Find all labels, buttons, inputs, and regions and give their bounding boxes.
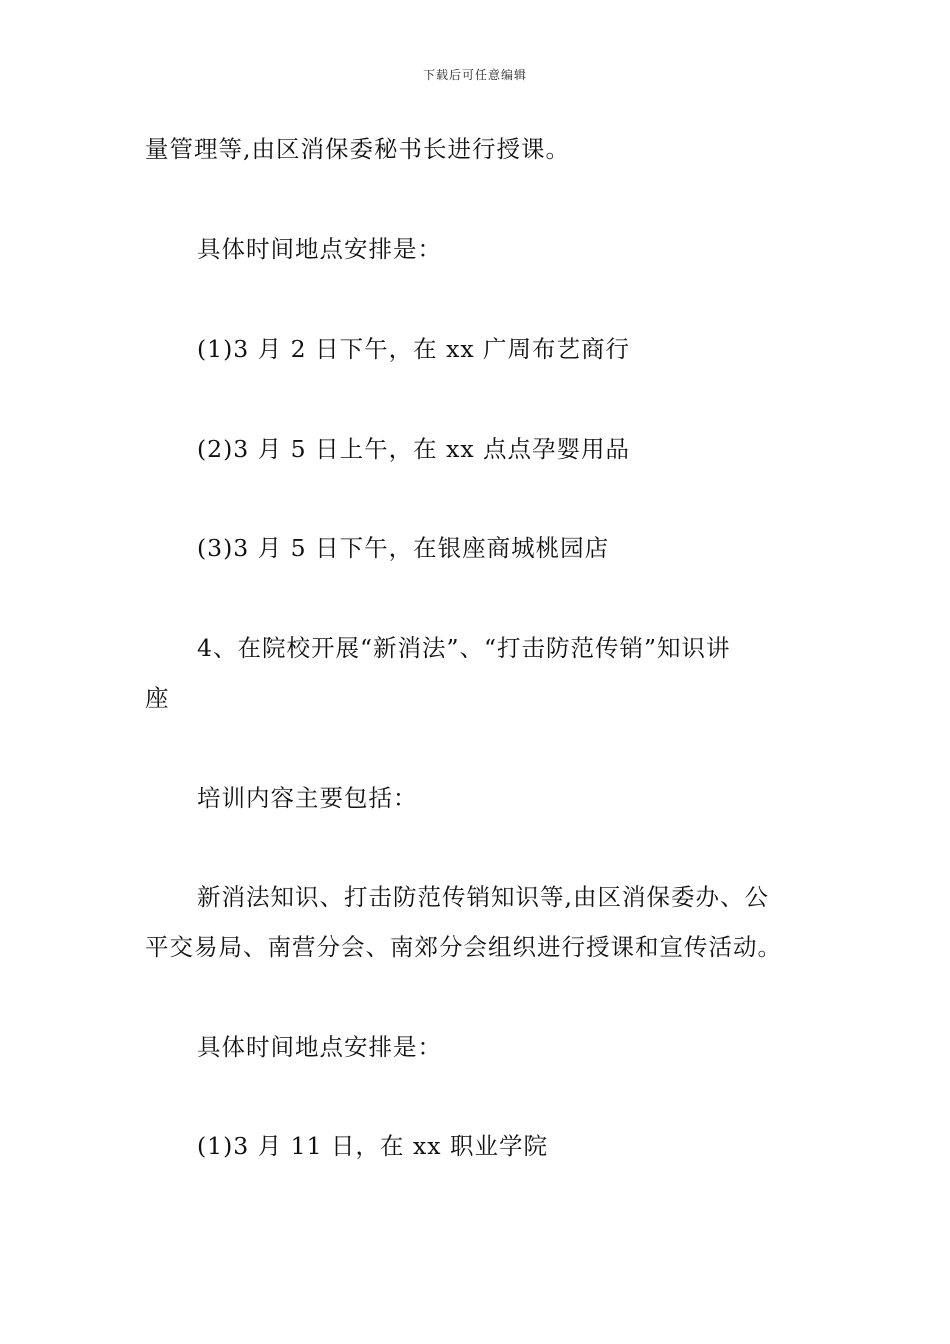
paragraph-line: (1)3 月 11 日，在 xx 职业学院 (197, 1132, 548, 1160)
paragraph-line: 量管理等,由区消保委秘书长进行授课。 (145, 135, 570, 163)
paragraph-line: 具体时间地点安排是： (197, 1033, 442, 1061)
paragraph-line: (2)3 月 5 日上午，在 xx 点点孕婴用品 (197, 435, 631, 463)
paragraph-line: (3)3 月 5 日下午，在银座商城桃园店 (197, 534, 610, 562)
paragraph-line: 培训内容主要包括： (197, 784, 418, 812)
paragraph-line: 具体时间地点安排是： (197, 235, 442, 263)
paragraph-line: 座 (145, 684, 170, 712)
paragraph-line: (1)3 月 2 日下午，在 xx 广周布艺商行 (197, 335, 631, 363)
paragraph-line: 新消法知识、打击防范传销知识等,由区消保委办、公 (197, 883, 769, 911)
page-header-note: 下载后可任意编辑 (422, 68, 527, 82)
paragraph-line: 4、在院校开展“新消法”、“打击防范传销”知识讲 (197, 634, 731, 662)
paragraph-line: 平交易局、南营分会、南郊分会组织进行授课和宣传活动。 (145, 933, 782, 961)
